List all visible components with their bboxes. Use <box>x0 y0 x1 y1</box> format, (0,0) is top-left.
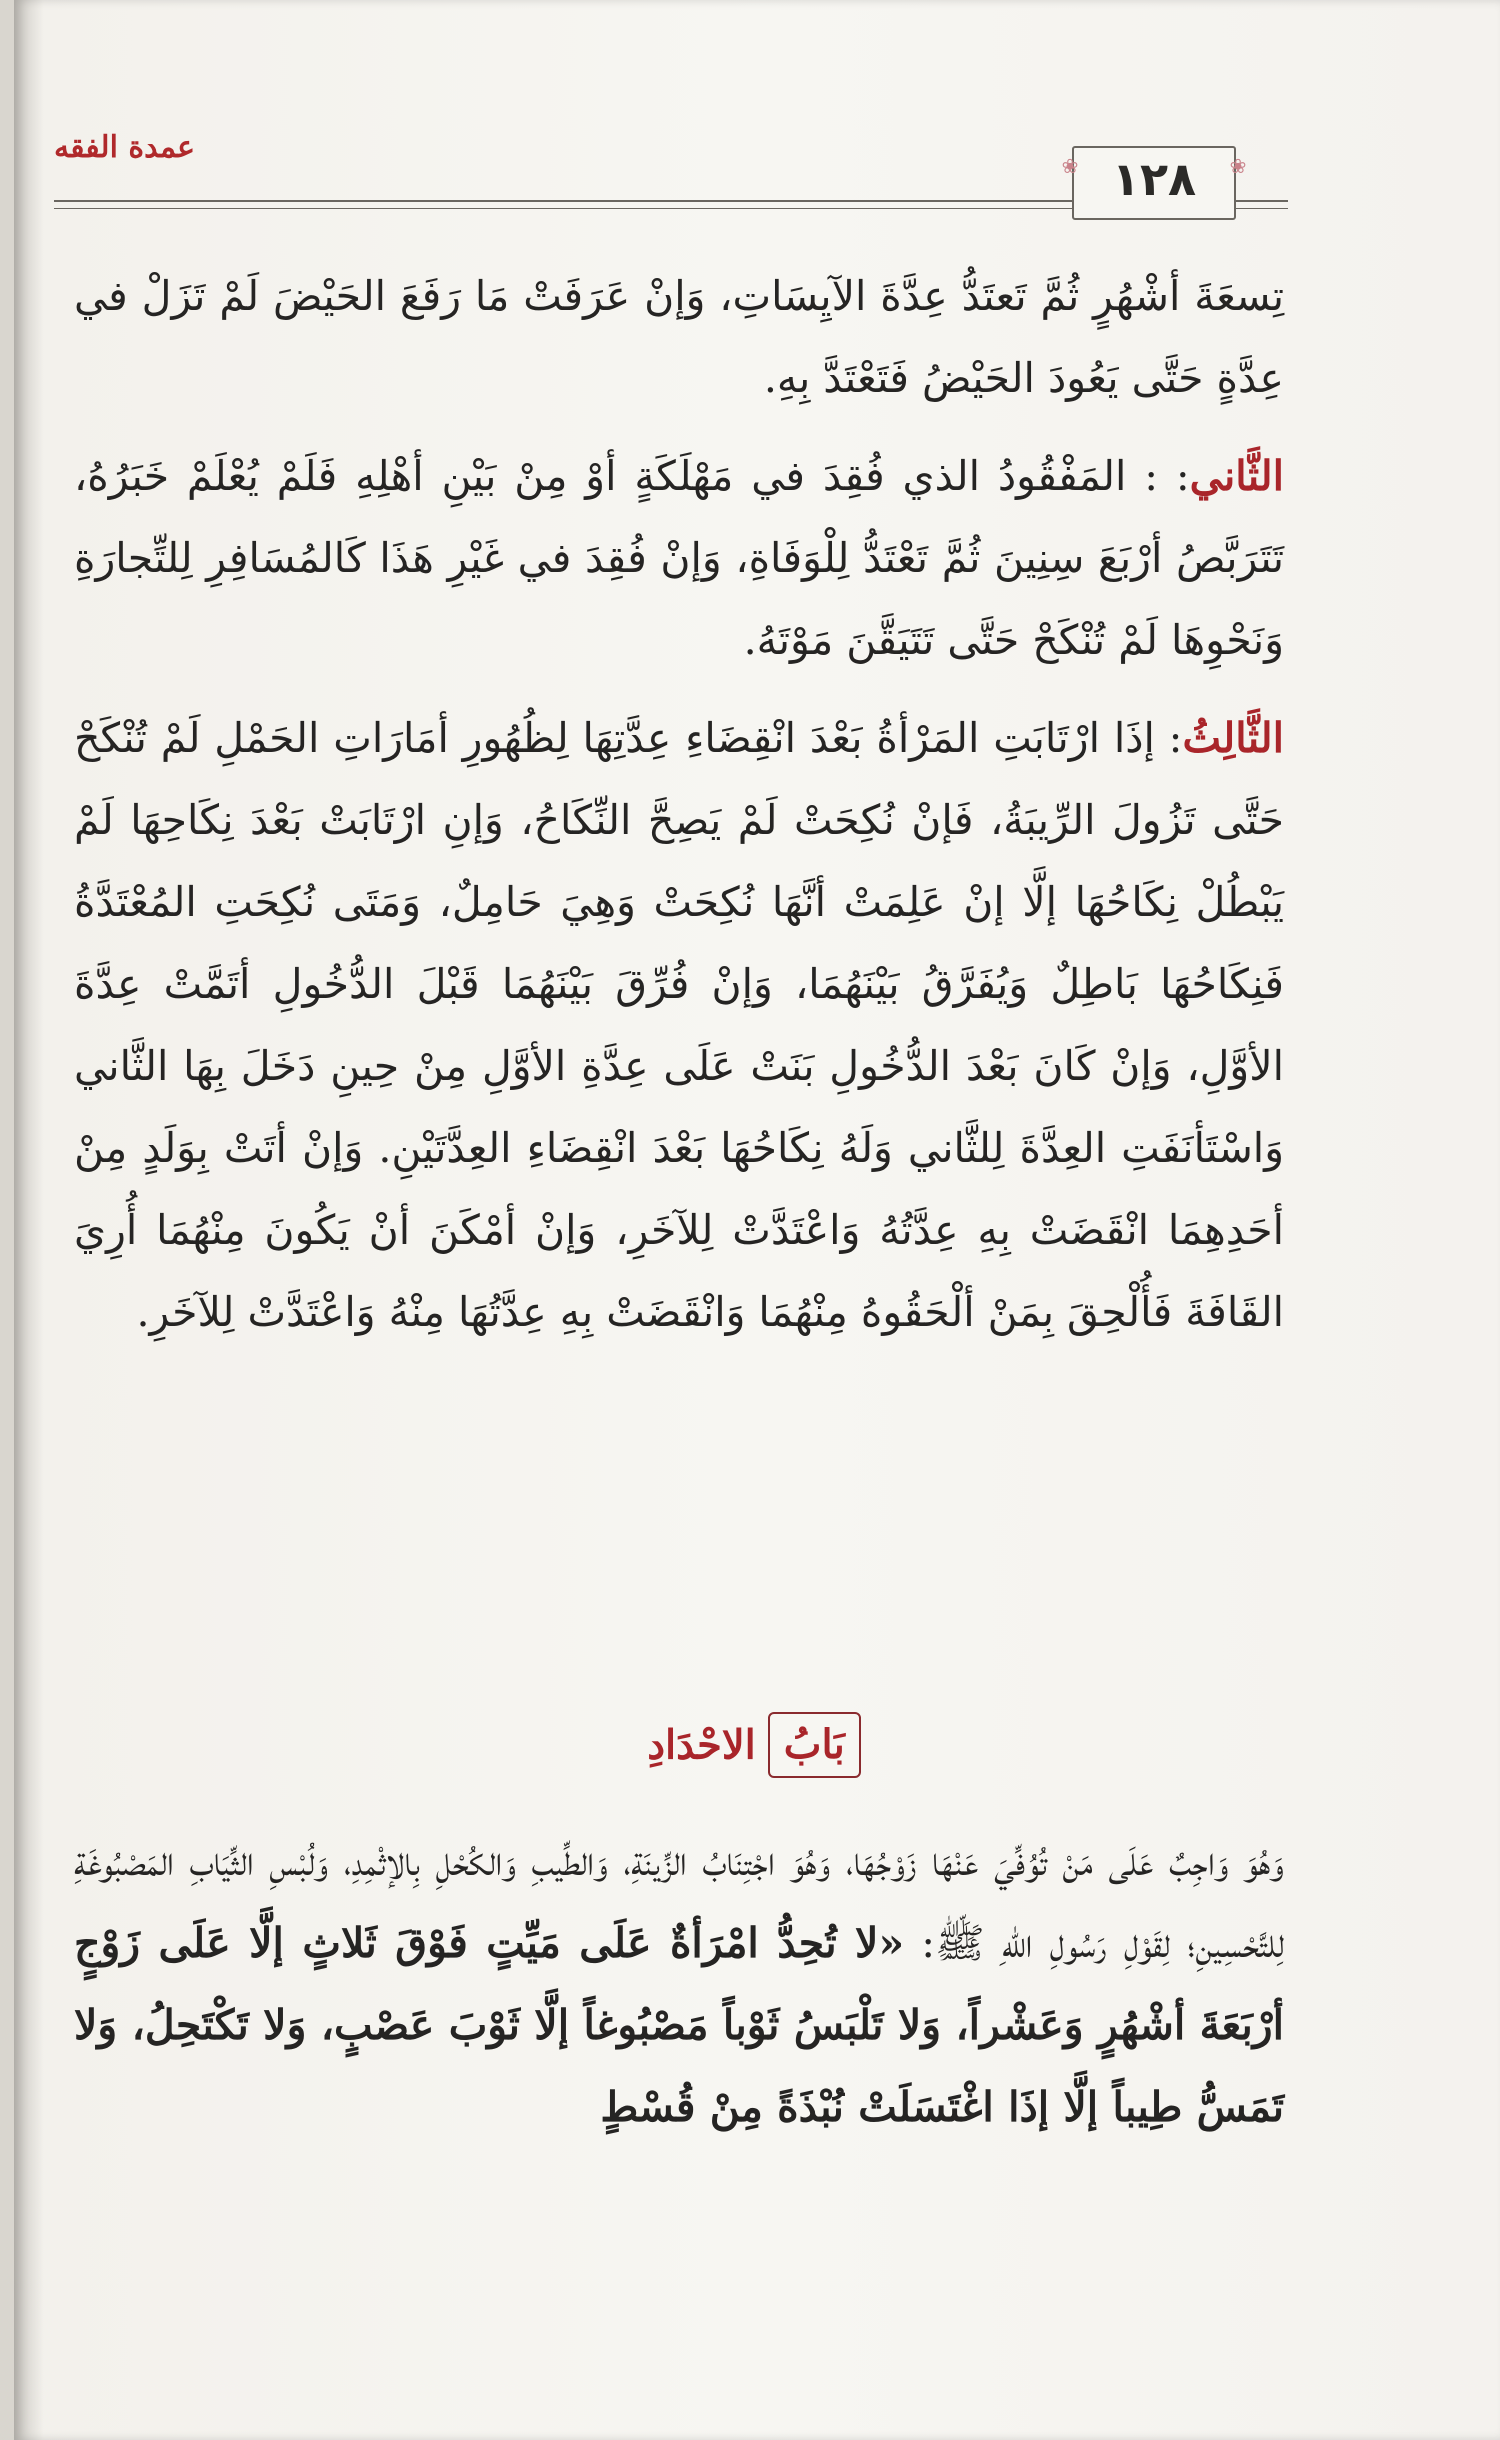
paragraph-text: وَهُوَ وَاجِبٌ عَلَى مَنْ تُوُفِّيَ عَنْهَا زَوْجُهَا، وَهُوَ اجْتِنَابُ الزِّينَةِ، وَالطِّيبِ وَالكُحْلِ بِالإثْمِدِ، وَلُبْسِ الثِّيَابِ المَصْبُوغَةِ لِلتَّحْسِينِ؛ لِقَوْلِ رَسُولِ اللهِ ﷺ: <box>74 1837 1284 1967</box>
ornament-icon: ❀ <box>1061 154 1079 178</box>
hadith-quote: «لا تُحِدُّ امْرَأةٌ عَلَى مَيِّتٍ فَوْقَ ثَلاثٍ إلَّا عَلَى زَوْجٍ أرْبَعَةَ أشْهُرٍ وَعَشْراً، وَلا تَلْبَسُ ثَوْباً مَصْبُوغاً إلَّا ثَوْبَ عَصْبٍ، وَلا تَكْتَحِلُ، وَلا تَمَسُّ طِيباً إلَّا إذَا اغْتَسَلَتْ نُبْذَةً مِنْ قُسْطٍ <box>74 1919 1284 2131</box>
body-text-bottom <box>74 1820 1284 2148</box>
paragraph-lead: الثَّالِثُ <box>1182 714 1284 762</box>
paragraph <box>74 1820 1284 2148</box>
page-header <box>14 120 1500 220</box>
ornament-icon: ❀ <box>1229 154 1247 178</box>
section-title: الاحْدَادِ <box>647 1721 756 1769</box>
page-number: ١٢٨ <box>1111 152 1197 206</box>
paragraph-lead: الثَّاني <box>1189 452 1284 500</box>
page-number-frame <box>1061 146 1247 220</box>
paragraph <box>74 255 1284 419</box>
paragraph <box>74 697 1284 1353</box>
paragraph-text: : : المَفْقُودُ الذي فُقِدَ في مَهْلَكَةٍ أوْ مِنْ بَيْنِ أهْلِهِ فَلَمْ يُعْلَمْ خَبَرُهُ، تَتَرَبَّصُ أرْبَعَ سِنِينَ ثُمَّ تَعْتَدُّ لِلْوَفَاةِ، وَإنْ فُقِدَ في غَيْرِ هَذَا كَالمُسَافِرِ لِلتِّجارَةِ وَنَحْوِهَا لَمْ تُنْكَحْ حَتَّى تَتَيَقَّنَ مَوْتَهُ. <box>74 452 1284 664</box>
header-rule <box>54 200 1099 209</box>
paragraph <box>74 435 1284 681</box>
body-text-top <box>74 255 1284 1353</box>
header-rule-right <box>1236 200 1288 209</box>
book-title: عمدة الفقه <box>54 130 196 165</box>
paragraph-text: : إذَا ارْتَابَتِ المَرْأةُ بَعْدَ انْقِضَاءِ عِدَّتِهَا لِظُهُورِ أمَارَاتِ الحَمْلِ لَمْ تُنْكَحْ حَتَّى تَزُولَ الرِّيبَةُ، فَإنْ نُكِحَتْ لَمْ يَصِحَّ النِّكَاحُ، وَإنِ ارْتَابَتْ بَعْدَ نِكَاحِهَا لَمْ يَبْطُلْ نِكَاحُهَا إلَّا إنْ عَلِمَتْ أنَّهَا نُكِحَتْ وَهِيَ حَامِلٌ، وَمَتَى نُكِحَتِ المُعْتَدَّةُ فَنِكَاحُهَا بَاطِلٌ وَيُفَرَّقُ بَيْنَهُمَا، وَإنْ فُرِّقَ بَيْنَهُمَا قَبْلَ الدُّخُولِ أتَمَّتْ عِدَّةَ الأوَّلِ، وَإنْ كَانَ بَعْدَ الدُّخُولِ بَنَتْ عَلَى عِدَّةِ الأوَّلِ مِنْ حِينِ دَخَلَ بِهَا الثَّاني وَاسْتَأنَفَتِ العِدَّةَ لِلثَّاني وَلَهُ نِكَاحُهَا بَعْدَ انْقِضَاءِ العِدَّتَيْنِ. وَإنْ أتَتْ بِوَلَدٍ مِنْ أحَدِهِمَا انْقَضَتْ بِهِ عِدَّتُهُ وَاعْتَدَّتْ لِلآخَرِ، وَإنْ أمْكَنَ أنْ يَكُونَ مِنْهُمَا أُرِيَ القَافَةَ فَأُلْحِقَ بِمَنْ ألْحَقُوهُ مِنْهُمَا وَانْقَضَتْ بِهِ عِدَّتُهَا مِنْهُ وَاعْتَدَّتْ لِلآخَرِ. <box>74 714 1284 1336</box>
section-label: بَابُ <box>768 1712 861 1778</box>
section-heading <box>504 1712 1004 1792</box>
book-page <box>14 0 1500 2440</box>
paragraph-text: تِسعَةَ أشْهُرٍ ثُمَّ تَعتَدُّ عِدَّةَ الآيِسَاتِ، وَإنْ عَرَفَتْ مَا رَفَعَ الحَيْضَ لَمْ تَزَلْ في عِدَّةٍ حَتَّى يَعُودَ الحَيْضُ فَتَعْتَدَّ بِهِ. <box>74 272 1284 402</box>
